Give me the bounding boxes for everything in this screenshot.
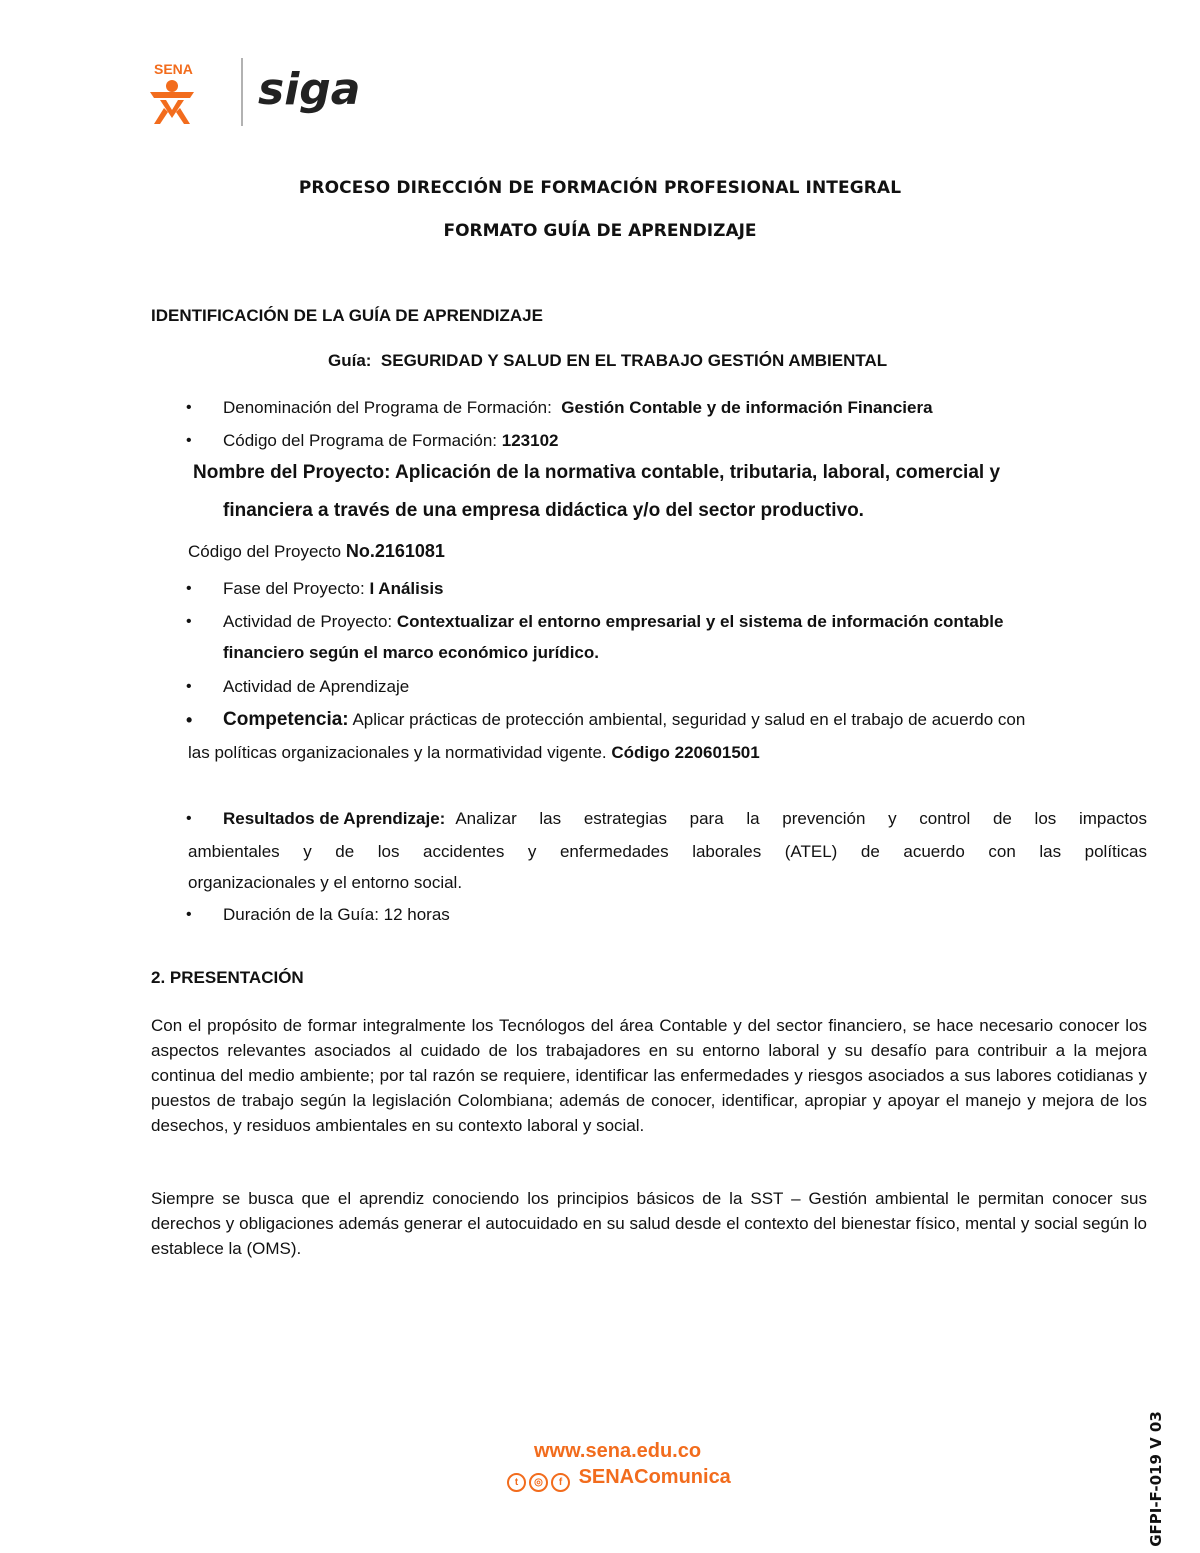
competence-line2: las políticas organizacionales y la normatividad vigente. [188, 743, 607, 762]
program-label: Denominación del Programa de Formación: [223, 398, 552, 417]
program-code-label: Código del Programa de Formación: [223, 431, 498, 450]
format-title: FORMATO GUÍA DE APRENDIZAJE [443, 221, 757, 241]
results-line3: organizacionales y el entorno social. [188, 873, 463, 892]
form-code: GFPI-F-019 V 03 [1146, 1411, 1165, 1547]
project-code-line [188, 540, 445, 563]
duration-item [0, 904, 1200, 926]
results-line1: Analizar las estrategias para la prevención y control de los impactos [455, 809, 1147, 828]
bullet: • [186, 580, 192, 597]
bullet: • [186, 810, 192, 827]
svg-text:siga: siga [258, 64, 361, 115]
sena-logo-icon [148, 52, 388, 132]
competence-line2-row [188, 742, 760, 764]
learning-activity-label: Actividad de Aprendizaje [223, 677, 410, 696]
results-item [0, 808, 1200, 830]
footer-social [507, 1466, 731, 1492]
duration-text: Duración de la Guía: 12 horas [223, 905, 450, 924]
phase-item [0, 578, 1200, 600]
svg-text:SENA: SENA [154, 61, 193, 77]
bullet: • [186, 906, 192, 923]
sena-siga-logo [148, 52, 388, 132]
program-code-value: 123102 [501, 431, 559, 450]
guide-value: SEGURIDAD Y SALUD EN EL TRABAJO GESTIÓN AMBIENTAL [380, 351, 888, 370]
presentation-paragraph-1: Con el propósito de formar integralmente los Tecnólogos del área Contable y del sector financiero, se hace necesario conocer los aspectos relevantes asociados al cuidado de los trabajadores en su entorno laboral y su desafío para contribuir a la mejora continua del medio ambiente; por tal razón se requiere, identificar las enfermedades y riesgos asociados a sus labores cotidianas y puestos de trabajo según la legislación Colombiana; además de conocer, identificar, apropiar y apoyar el manejo y mejora de los desechos, y residuos ambientales en su contexto laboral y social. [151, 1016, 1147, 1135]
presentation-paragraph-2: Siempre se busca que el aprendiz conociendo los principios básicos de la SST – Gestión ambiental le permitan conocer sus derechos y obligaciones además generar el autocuidado en su salud desde el contexto del bienestar físico, mental y social según lo establece la (OMS). [151, 1189, 1147, 1258]
project-name-line1: Nombre del Proyecto: Aplicación de la normativa contable, tributaria, laboral, comercial y [193, 462, 1001, 483]
project-code-value: No.2161081 [345, 541, 445, 561]
bullet: • [186, 678, 192, 695]
presentation-heading: 2. PRESENTACIÓN [151, 968, 304, 987]
bullet: • [186, 710, 193, 730]
competence-code: Código 220601501 [611, 743, 760, 762]
phase-label: Fase del Proyecto: [223, 579, 365, 598]
social-icons [507, 1466, 573, 1492]
activity-label: Actividad de Proyecto: [223, 612, 393, 631]
program-value: Gestión Contable y de información Financiera [561, 398, 933, 417]
project-name-line2: financiera a través de una empresa didáctica y/o del sector productivo. [223, 500, 864, 521]
guide-label: Guía: [328, 351, 372, 370]
bullet: • [186, 399, 192, 416]
bullet: • [186, 613, 192, 630]
instagram-icon: ◎ [529, 1473, 548, 1492]
learning-activity-item [0, 676, 1200, 698]
results-line2: ambientales y de los accidentes y enfermedades laborales (ATEL) de acuerdo con las políticas [188, 842, 1147, 861]
identification-heading: IDENTIFICACIÓN DE LA GUÍA DE APRENDIZAJE [151, 306, 543, 325]
footer-url: www.sena.edu.co [534, 1440, 702, 1462]
social-handle: SENAComunica [578, 1466, 731, 1488]
competence-item [0, 709, 1200, 733]
competence-line1: Aplicar prácticas de protección ambiental, seguridad y salud en el trabajo de acuerdo con [352, 710, 1026, 729]
program-item [0, 397, 1200, 419]
guide-line [328, 350, 887, 372]
activity-value-line1: Contextualizar el entorno empresarial y el sistema de información contable [396, 612, 1004, 631]
competence-label: Competencia: [223, 709, 349, 730]
facebook-icon: f [551, 1473, 570, 1492]
activity-value-line2: financiero según el marco económico jurídico. [223, 643, 599, 662]
process-title: PROCESO DIRECCIÓN DE FORMACIÓN PROFESIONAL INTEGRAL [298, 178, 902, 198]
activity-item [0, 611, 1200, 633]
phase-value: I Análisis [369, 579, 444, 598]
twitter-icon: t [507, 1473, 526, 1492]
bullet: • [186, 432, 192, 449]
program-code-item [0, 430, 1200, 452]
results-label: Resultados de Aprendizaje: [223, 809, 446, 828]
project-code-label: Código del Proyecto [188, 542, 342, 561]
